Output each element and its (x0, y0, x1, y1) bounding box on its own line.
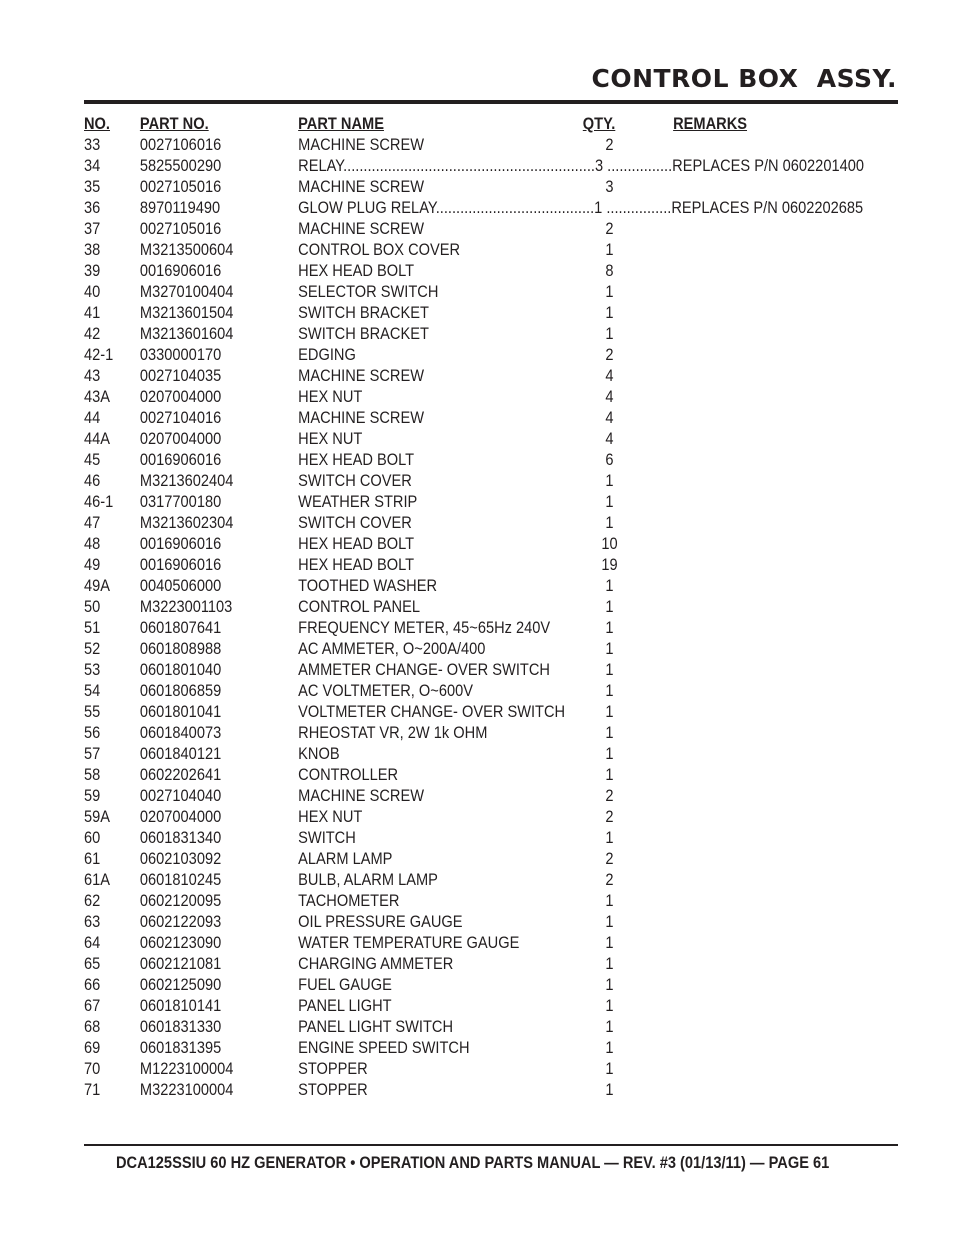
table-row (84, 953, 898, 974)
table-row (84, 722, 898, 743)
part-number: M3223100004 (139, 1080, 234, 1099)
quantity: 1 (605, 1080, 614, 1099)
row-number: 42-1 (84, 345, 114, 364)
part-number: 0602103092 (139, 849, 222, 868)
quantity: 1 (605, 765, 614, 784)
quantity: 1 (605, 996, 614, 1015)
row-number: 45 (84, 450, 101, 469)
row-number: 65 (84, 954, 101, 973)
table-row (84, 323, 898, 344)
part-name: HEX HEAD BOLT (298, 555, 415, 574)
row-number: 59A (84, 807, 111, 826)
quantity: 1 (605, 1038, 614, 1057)
part-number: 0602123090 (139, 933, 222, 952)
part-name: HEX HEAD BOLT (298, 450, 415, 469)
quantity: 10 (601, 534, 618, 553)
part-number: M3213602304 (139, 513, 234, 532)
part-name: SELECTOR SWITCH (298, 282, 439, 301)
table-row (84, 197, 898, 218)
title-rule (84, 100, 898, 104)
part-name: GLOW PLUG RELAY (298, 198, 436, 217)
row-number: 51 (84, 618, 101, 637)
part-number: 0027105016 (139, 219, 222, 238)
part-number: 0317700180 (139, 492, 222, 511)
row-number: 40 (84, 282, 101, 301)
part-number: 8970119490 (139, 198, 221, 217)
header-remarks: REMARKS (673, 114, 748, 133)
part-number: 0602122093 (139, 912, 222, 931)
row-number: 70 (84, 1059, 101, 1078)
part-number: M3213500604 (139, 240, 234, 259)
part-name: RHEOSTAT VR, 2W 1k OHM (298, 723, 488, 742)
table-row (84, 617, 898, 638)
table-row (84, 638, 898, 659)
row-number: 58 (84, 765, 101, 784)
remarks: REPLACES P/N 0602201400 (672, 156, 864, 175)
part-number: M3213602404 (139, 471, 234, 490)
row-number: 64 (84, 933, 101, 952)
part-name: SWITCH COVER (298, 513, 412, 532)
part-name: FREQUENCY METER, 45~65Hz 240V (298, 618, 551, 637)
part-name: HEX HEAD BOLT (298, 534, 415, 553)
quantity: 1 (605, 513, 614, 532)
quantity: 1 (605, 1017, 614, 1036)
table-row (84, 869, 898, 890)
quantity: 1 (605, 912, 614, 931)
row-number: 46-1 (84, 492, 114, 511)
part-name: SWITCH BRACKET (298, 324, 429, 343)
part-name: HEX HEAD BOLT (298, 261, 415, 280)
table-row (84, 596, 898, 617)
part-name: OIL PRESSURE GAUGE (298, 912, 463, 931)
part-name: FUEL GAUGE (298, 975, 392, 994)
quantity: 1 (605, 975, 614, 994)
part-number: 0601810245 (139, 870, 222, 889)
table-row (84, 575, 898, 596)
row-number: 68 (84, 1017, 101, 1036)
header-qty: QTY. (582, 114, 616, 133)
part-number: 0602121081 (139, 954, 222, 973)
part-name: EDGING (298, 345, 356, 364)
part-name: TOOTHED WASHER (298, 576, 438, 595)
quantity: 2 (605, 870, 614, 889)
quantity: 1 (605, 639, 614, 658)
part-number: 0602120095 (139, 891, 222, 910)
row-number: 67 (84, 996, 101, 1015)
row-number: 54 (84, 681, 101, 700)
part-number: 0207004000 (139, 387, 222, 406)
part-number: 0601801041 (139, 702, 222, 721)
part-name: ALARM LAMP (298, 849, 393, 868)
table-row (84, 1058, 898, 1079)
part-number: 0016906016 (139, 534, 222, 553)
table-row (84, 428, 898, 449)
table-header (84, 113, 898, 134)
part-name: MACHINE SCREW (298, 408, 425, 427)
row-number: 33 (84, 135, 101, 154)
part-number: 0016906016 (139, 450, 222, 469)
table-row (84, 743, 898, 764)
remarks: REPLACES P/N 0602202685 (671, 198, 864, 217)
part-name: PANEL LIGHT (298, 996, 392, 1015)
part-name: VOLTMETER CHANGE- OVER SWITCH (298, 702, 566, 721)
table-row (84, 1037, 898, 1058)
part-name: AMMETER CHANGE- OVER SWITCH (298, 660, 550, 679)
parts-table (84, 113, 898, 1100)
page-footer: DCA125SSIU 60 HZ GENERATOR • OPERATION AND PARTS MANUAL — REV. #3 (01/13/11) — PAGE 61 (116, 1153, 830, 1172)
part-name: HEX NUT (298, 807, 363, 826)
table-row (84, 344, 898, 365)
table-row (84, 806, 898, 827)
quantity: 1 (605, 702, 614, 721)
part-number: 0027105016 (139, 177, 222, 196)
part-name: AC VOLTMETER, O~600V (298, 681, 473, 700)
table-row (84, 764, 898, 785)
part-number: 0601831395 (139, 1038, 222, 1057)
row-number: 57 (84, 744, 101, 763)
row-number: 61 (84, 849, 101, 868)
leader-dots: ....................................... (435, 198, 595, 217)
table-row (84, 407, 898, 428)
table-row (84, 386, 898, 407)
part-name: STOPPER (298, 1059, 368, 1078)
part-name: MACHINE SCREW (298, 786, 425, 805)
quantity: 1 (605, 933, 614, 952)
row-number: 43A (84, 387, 111, 406)
part-name: KNOB (298, 744, 340, 763)
part-name: HEX NUT (298, 429, 363, 448)
page-title: CONTROL BOX ASSY. (591, 64, 897, 93)
part-number: 0027104040 (139, 786, 222, 805)
table-row (84, 176, 898, 197)
row-number: 62 (84, 891, 101, 910)
part-number: 0602125090 (139, 975, 222, 994)
table-row (84, 365, 898, 386)
part-name: MACHINE SCREW (298, 366, 425, 385)
quantity: 4 (605, 429, 614, 448)
table-row (84, 827, 898, 848)
table-row (84, 239, 898, 260)
part-number: M3223001103 (139, 597, 233, 616)
table-row (84, 701, 898, 722)
quantity: 1 (605, 744, 614, 763)
quantity: 3 (594, 156, 604, 175)
row-number: 50 (84, 597, 101, 616)
quantity: 1 (605, 303, 614, 322)
part-number: 0601807641 (139, 618, 222, 637)
table-row (84, 491, 898, 512)
table-row (84, 848, 898, 869)
quantity: 1 (605, 597, 614, 616)
part-number: 0601806859 (139, 681, 222, 700)
part-number: 0330000170 (139, 345, 222, 364)
quantity: 4 (605, 366, 614, 385)
table-row (84, 932, 898, 953)
row-number: 66 (84, 975, 101, 994)
part-number: 0207004000 (139, 807, 222, 826)
row-number: 49A (84, 576, 111, 595)
part-number: 0027106016 (139, 135, 222, 154)
part-name: ENGINE SPEED SWITCH (298, 1038, 470, 1057)
row-number: 37 (84, 219, 101, 238)
part-number: 5825500290 (139, 156, 222, 175)
row-number: 43 (84, 366, 101, 385)
table-row (84, 659, 898, 680)
part-number: 0601831330 (139, 1017, 222, 1036)
part-number: 0601810141 (139, 996, 222, 1015)
part-name: SWITCH COVER (298, 471, 412, 490)
part-name: HEX NUT (298, 387, 363, 406)
table-row (84, 134, 898, 155)
row-number: 61A (84, 870, 111, 889)
part-name: TACHOMETER (298, 891, 400, 910)
table-row (84, 680, 898, 701)
part-name: SWITCH (298, 828, 356, 847)
part-name: CHARGING AMMETER (298, 954, 454, 973)
part-name: CONTROL BOX COVER (298, 240, 461, 259)
part-name: MACHINE SCREW (298, 177, 425, 196)
leader-dots: ................ (602, 198, 672, 217)
row-number: 38 (84, 240, 101, 259)
part-number: 0601840073 (139, 723, 222, 742)
part-number: 0040506000 (139, 576, 222, 595)
part-name-with-leaders (298, 155, 864, 176)
row-number: 44A (84, 429, 111, 448)
row-number: 49 (84, 555, 101, 574)
table-body (84, 134, 898, 1100)
row-number: 69 (84, 1038, 101, 1057)
part-name: MACHINE SCREW (298, 219, 425, 238)
row-number: 52 (84, 639, 101, 658)
quantity: 1 (605, 891, 614, 910)
quantity: 1 (605, 954, 614, 973)
quantity: 1 (605, 828, 614, 847)
part-number: 0207004000 (139, 429, 222, 448)
table-row (84, 1016, 898, 1037)
part-name: CONTROL PANEL (298, 597, 421, 616)
part-name: STOPPER (298, 1080, 368, 1099)
row-number: 39 (84, 261, 101, 280)
part-name: PANEL LIGHT SWITCH (298, 1017, 454, 1036)
part-number: 0027104035 (139, 366, 222, 385)
quantity: 1 (605, 660, 614, 679)
quantity: 2 (605, 219, 614, 238)
row-number: 42 (84, 324, 101, 343)
part-number: M3213601604 (139, 324, 234, 343)
row-number: 46 (84, 471, 101, 490)
quantity: 2 (605, 786, 614, 805)
header-part-name: PART NAME (298, 114, 384, 133)
part-number: 0016906016 (139, 555, 222, 574)
quantity: 1 (605, 492, 614, 511)
table-row (84, 449, 898, 470)
row-number: 71 (84, 1080, 101, 1099)
quantity: 1 (605, 681, 614, 700)
part-number: 0601831340 (139, 828, 222, 847)
table-row (84, 911, 898, 932)
leader-dots: .............................................................. (343, 156, 595, 175)
quantity: 8 (605, 261, 614, 280)
quantity: 2 (605, 849, 614, 868)
row-number: 34 (84, 156, 101, 175)
table-row (84, 554, 898, 575)
quantity: 1 (605, 282, 614, 301)
quantity: 6 (605, 450, 614, 469)
part-name-with-leaders (298, 197, 863, 218)
quantity: 4 (605, 408, 614, 427)
row-number: 41 (84, 303, 101, 322)
table-row (84, 155, 898, 176)
quantity: 1 (605, 471, 614, 490)
table-row (84, 302, 898, 323)
quantity: 1 (605, 1059, 614, 1078)
table-row (84, 260, 898, 281)
quantity: 3 (605, 177, 614, 196)
table-row (84, 785, 898, 806)
row-number: 63 (84, 912, 101, 931)
leader-dots: ................ (603, 156, 673, 175)
part-number: M1223100004 (139, 1059, 234, 1078)
quantity: 2 (605, 807, 614, 826)
part-name: SWITCH BRACKET (298, 303, 429, 322)
row-number: 44 (84, 408, 101, 427)
quantity: 2 (605, 345, 614, 364)
quantity: 1 (605, 723, 614, 742)
part-name: CONTROLLER (298, 765, 399, 784)
part-number: M3213601504 (139, 303, 234, 322)
row-number: 55 (84, 702, 101, 721)
quantity: 1 (605, 618, 614, 637)
row-number: 59 (84, 786, 101, 805)
table-row (84, 218, 898, 239)
table-row (84, 1079, 898, 1100)
part-number: 0601808988 (139, 639, 222, 658)
quantity: 1 (605, 576, 614, 595)
quantity: 19 (601, 555, 618, 574)
table-row (84, 533, 898, 554)
row-number: 60 (84, 828, 101, 847)
table-row (84, 281, 898, 302)
part-name: WATER TEMPERATURE GAUGE (298, 933, 520, 952)
table-row (84, 974, 898, 995)
part-name: RELAY (298, 156, 344, 175)
row-number: 48 (84, 534, 101, 553)
quantity: 1 (605, 324, 614, 343)
header-no: NO. (84, 114, 111, 133)
quantity: 2 (605, 135, 614, 154)
row-number: 47 (84, 513, 101, 532)
table-row (84, 512, 898, 533)
part-number: 0602202641 (139, 765, 222, 784)
part-number: 0601840121 (139, 744, 222, 763)
row-number: 35 (84, 177, 101, 196)
part-number: 0601801040 (139, 660, 222, 679)
part-name: MACHINE SCREW (298, 135, 425, 154)
part-name: AC AMMETER, O~200A/400 (298, 639, 486, 658)
part-number: M3270100404 (139, 282, 234, 301)
part-name: WEATHER STRIP (298, 492, 418, 511)
row-number: 36 (84, 198, 101, 217)
header-part-no: PART NO. (139, 114, 209, 133)
row-number: 53 (84, 660, 101, 679)
table-row (84, 995, 898, 1016)
table-row (84, 890, 898, 911)
part-number: 0016906016 (139, 261, 222, 280)
row-number: 56 (84, 723, 101, 742)
footer-rule (84, 1144, 898, 1146)
part-number: 0027104016 (139, 408, 222, 427)
table-row (84, 470, 898, 491)
quantity: 1 (605, 240, 614, 259)
part-name: BULB, ALARM LAMP (298, 870, 438, 889)
quantity: 1 (594, 198, 603, 217)
quantity: 4 (605, 387, 614, 406)
